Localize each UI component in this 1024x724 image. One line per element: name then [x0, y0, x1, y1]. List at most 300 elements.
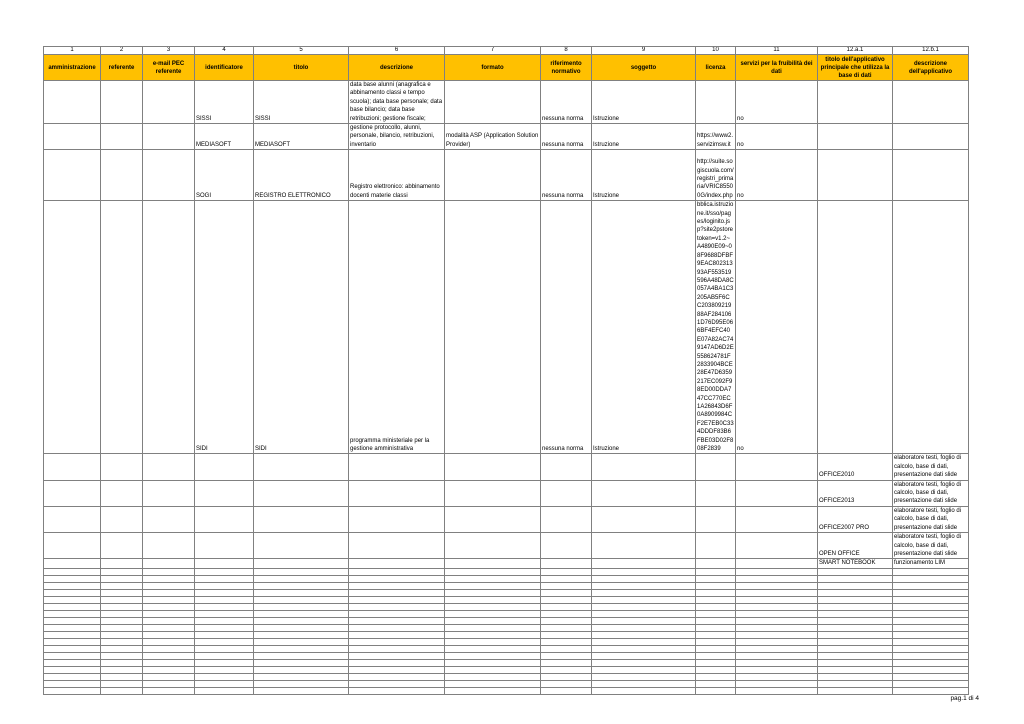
empty-cell	[44, 673, 101, 680]
empty-cell	[736, 652, 818, 659]
table-cell	[445, 480, 541, 506]
empty-row	[44, 610, 969, 617]
table-cell	[445, 150, 541, 201]
table-cell	[893, 81, 969, 124]
table-cell	[44, 124, 101, 150]
empty-cell	[195, 645, 254, 652]
empty-cell	[44, 575, 101, 582]
empty-cell	[736, 687, 818, 694]
empty-cell	[101, 589, 143, 596]
empty-row	[44, 666, 969, 673]
table-cell	[195, 506, 254, 532]
empty-cell	[818, 631, 893, 638]
empty-cell	[349, 582, 445, 589]
empty-cell	[143, 575, 195, 582]
empty-row	[44, 687, 969, 694]
header-titolo: titolo	[254, 55, 349, 81]
table-cell	[143, 81, 195, 124]
table-cell: nessuna norma	[541, 81, 592, 124]
table-cell: SISSI	[254, 81, 349, 124]
empty-cell	[445, 568, 541, 575]
empty-cell	[101, 631, 143, 638]
empty-cell	[349, 652, 445, 659]
table-cell: modalità ASP (Application Solution Provider)	[445, 124, 541, 150]
table-cell: no	[736, 124, 818, 150]
table-cell	[143, 506, 195, 532]
column-number-row	[44, 47, 969, 55]
empty-cell	[736, 666, 818, 673]
table-cell	[445, 506, 541, 532]
table-cell	[893, 124, 969, 150]
empty-cell	[349, 603, 445, 610]
empty-cell	[893, 617, 969, 624]
empty-cell	[101, 652, 143, 659]
empty-cell	[592, 582, 696, 589]
column-number: 10	[696, 47, 736, 55]
table-row	[44, 559, 969, 568]
header-email-pec: e-mail PEC referente	[143, 55, 195, 81]
empty-cell	[445, 652, 541, 659]
table-cell	[696, 506, 736, 532]
empty-cell	[445, 582, 541, 589]
header-soggetto: soggetto	[592, 55, 696, 81]
empty-cell	[44, 596, 101, 603]
empty-cell	[696, 680, 736, 687]
empty-cell	[254, 582, 349, 589]
empty-cell	[592, 575, 696, 582]
empty-cell	[445, 687, 541, 694]
empty-cell	[736, 638, 818, 645]
empty-cell	[541, 617, 592, 624]
empty-cell	[818, 610, 893, 617]
empty-cell	[195, 596, 254, 603]
table-cell	[254, 559, 349, 568]
column-number: 8	[541, 47, 592, 55]
header-identificatore: identificatore	[195, 55, 254, 81]
empty-cell	[195, 687, 254, 694]
table-cell	[818, 150, 893, 201]
table-cell: Registro elettronico: abbinamento docenti materie classi	[349, 150, 445, 201]
empty-cell	[592, 589, 696, 596]
table-cell: Istruzione	[592, 150, 696, 201]
empty-cell	[254, 575, 349, 582]
empty-cell	[44, 631, 101, 638]
table-cell	[818, 81, 893, 124]
empty-row	[44, 673, 969, 680]
table-cell	[445, 81, 541, 124]
empty-cell	[541, 687, 592, 694]
empty-cell	[445, 575, 541, 582]
empty-cell	[541, 589, 592, 596]
table-cell	[445, 559, 541, 568]
empty-cell	[893, 659, 969, 666]
empty-cell	[696, 624, 736, 631]
empty-cell	[592, 638, 696, 645]
empty-cell	[736, 575, 818, 582]
empty-cell	[44, 666, 101, 673]
empty-cell	[736, 610, 818, 617]
empty-cell	[101, 617, 143, 624]
table-cell	[349, 533, 445, 559]
table-cell: MEDIASOFT	[195, 124, 254, 150]
table-cell: http://suite.sogiscuola.com/registri_primaria/VRIC85500G/index.php	[696, 150, 736, 201]
empty-cell	[195, 582, 254, 589]
table-cell: nessuna norma	[541, 150, 592, 201]
empty-cell	[592, 617, 696, 624]
empty-cell	[696, 631, 736, 638]
table-cell: funzionamento LIM	[893, 559, 969, 568]
empty-cell	[195, 603, 254, 610]
table-cell: SIDI	[254, 201, 349, 454]
empty-cell	[893, 638, 969, 645]
empty-cell	[592, 624, 696, 631]
empty-cell	[349, 617, 445, 624]
empty-cell	[541, 645, 592, 652]
table-cell	[893, 201, 969, 454]
empty-cell	[349, 575, 445, 582]
empty-row	[44, 680, 969, 687]
empty-cell	[254, 568, 349, 575]
empty-cell	[736, 617, 818, 624]
table-cell	[592, 506, 696, 532]
empty-cell	[254, 589, 349, 596]
empty-cell	[101, 645, 143, 652]
empty-cell	[44, 603, 101, 610]
table-row	[44, 454, 969, 480]
column-number: 4	[195, 47, 254, 55]
empty-cell	[101, 659, 143, 666]
table-cell	[696, 559, 736, 568]
empty-cell	[445, 624, 541, 631]
table-cell	[696, 454, 736, 480]
table-cell	[349, 559, 445, 568]
empty-cell	[254, 610, 349, 617]
empty-cell	[736, 673, 818, 680]
table-cell	[736, 533, 818, 559]
empty-cell	[143, 617, 195, 624]
empty-cell	[818, 568, 893, 575]
table-cell	[736, 506, 818, 532]
table-row	[44, 480, 969, 506]
table-cell: bblica.istruzione.it/sso/pages/loginito.jsp?site2pstoretoken=v1.2~A4890E09~08F9688DFBF9EAC80231393AF553519596A48DA8C057A4BA1C3205AB5F6CC20380921988AF2841061D76D95E066BF4EFC40E07A82AC749147AD6D2E558624781F2833904BCE28E47D6359217EC092F98ED00DDA747CC770EC1A26843D6F0A8909984CF2E7EB0C334DDDF83B6FBE03D02F808F2839	[697, 202, 734, 453]
empty-cell	[101, 575, 143, 582]
empty-cell	[349, 568, 445, 575]
empty-cell	[736, 596, 818, 603]
empty-cell	[349, 624, 445, 631]
empty-cell	[101, 638, 143, 645]
table-cell: SMART NOTEBOOK	[818, 559, 893, 568]
table-row	[44, 81, 969, 124]
empty-cell	[592, 568, 696, 575]
empty-cell	[254, 673, 349, 680]
empty-cell	[195, 638, 254, 645]
table-cell	[101, 124, 143, 150]
table-cell	[143, 454, 195, 480]
empty-cell	[893, 603, 969, 610]
empty-cell	[696, 568, 736, 575]
table-cell: programma ministeriale per la gestione amministrativa	[349, 201, 445, 454]
empty-cell	[445, 603, 541, 610]
empty-cell	[893, 624, 969, 631]
empty-cell	[541, 568, 592, 575]
table-cell	[101, 201, 143, 454]
empty-cell	[195, 610, 254, 617]
table-cell: OPEN OFFICE	[818, 533, 893, 559]
column-number: 2	[101, 47, 143, 55]
empty-cell	[349, 673, 445, 680]
empty-cell	[254, 603, 349, 610]
empty-cell	[254, 659, 349, 666]
empty-cell	[592, 652, 696, 659]
empty-cell	[893, 582, 969, 589]
empty-row	[44, 638, 969, 645]
empty-cell	[101, 680, 143, 687]
empty-cell	[143, 624, 195, 631]
empty-cell	[818, 680, 893, 687]
empty-cell	[195, 666, 254, 673]
empty-cell	[195, 659, 254, 666]
empty-cell	[349, 638, 445, 645]
empty-row	[44, 652, 969, 659]
empty-cell	[818, 645, 893, 652]
empty-cell	[541, 652, 592, 659]
empty-cell	[541, 659, 592, 666]
empty-cell	[254, 687, 349, 694]
empty-cell	[696, 652, 736, 659]
table-cell	[254, 533, 349, 559]
empty-cell	[349, 610, 445, 617]
empty-cell	[818, 638, 893, 645]
empty-cell	[254, 624, 349, 631]
empty-row	[44, 645, 969, 652]
empty-cell	[592, 631, 696, 638]
empty-cell	[143, 582, 195, 589]
table-cell: SOGI	[195, 150, 254, 201]
empty-cell	[143, 596, 195, 603]
empty-cell	[254, 645, 349, 652]
empty-cell	[818, 582, 893, 589]
empty-cell	[736, 582, 818, 589]
table-cell	[592, 559, 696, 568]
empty-cell	[541, 631, 592, 638]
empty-cell	[592, 680, 696, 687]
empty-cell	[195, 631, 254, 638]
table-cell: Istruzione	[592, 124, 696, 150]
table-cell: SISSI	[195, 81, 254, 124]
empty-cell	[44, 652, 101, 659]
table-cell	[143, 480, 195, 506]
empty-cell	[195, 617, 254, 624]
table-cell	[101, 150, 143, 201]
column-number: 11	[736, 47, 818, 55]
empty-cell	[541, 638, 592, 645]
empty-cell	[254, 617, 349, 624]
empty-cell	[445, 659, 541, 666]
table-cell	[736, 480, 818, 506]
empty-cell	[893, 687, 969, 694]
column-number: 12.b.1	[893, 47, 969, 55]
data-table	[43, 46, 969, 695]
empty-cell	[696, 645, 736, 652]
header-amministrazione: amministrazione	[44, 55, 101, 81]
table-cell	[254, 506, 349, 532]
empty-cell	[143, 645, 195, 652]
column-number: 12.a.1	[818, 47, 893, 55]
table-cell	[101, 480, 143, 506]
empty-cell	[143, 589, 195, 596]
empty-cell	[349, 659, 445, 666]
empty-cell	[893, 631, 969, 638]
empty-cell	[44, 659, 101, 666]
empty-cell	[349, 687, 445, 694]
empty-cell	[893, 645, 969, 652]
empty-cell	[818, 673, 893, 680]
page-number: pag.1 di 4	[950, 695, 979, 702]
table-cell: REGISTRO ELETTRONICO	[254, 150, 349, 201]
empty-cell	[736, 645, 818, 652]
empty-cell	[254, 631, 349, 638]
table-cell	[696, 480, 736, 506]
header-referente: referente	[101, 55, 143, 81]
table-cell	[254, 480, 349, 506]
column-number: 5	[254, 47, 349, 55]
table-cell	[44, 559, 101, 568]
empty-cell	[818, 603, 893, 610]
table-cell	[592, 454, 696, 480]
table-cell: elaboratore testi, foglio di calcolo, base di dati, presentazione dati slide	[893, 506, 969, 532]
empty-cell	[143, 659, 195, 666]
empty-cell	[592, 666, 696, 673]
empty-cell	[592, 659, 696, 666]
table-cell	[143, 124, 195, 150]
empty-cell	[736, 568, 818, 575]
empty-cell	[893, 673, 969, 680]
table-cell	[44, 81, 101, 124]
table-cell	[101, 506, 143, 532]
empty-cell	[101, 673, 143, 680]
empty-cell	[44, 645, 101, 652]
empty-cell	[445, 680, 541, 687]
empty-cell	[445, 617, 541, 624]
empty-cell	[44, 589, 101, 596]
empty-cell	[143, 631, 195, 638]
empty-cell	[736, 624, 818, 631]
empty-cell	[44, 624, 101, 631]
table-cell: no	[736, 81, 818, 124]
empty-cell	[44, 610, 101, 617]
empty-cell	[696, 638, 736, 645]
column-number: 3	[143, 47, 195, 55]
header-row	[44, 55, 969, 81]
table-cell	[44, 480, 101, 506]
empty-cell	[818, 666, 893, 673]
empty-cell	[101, 596, 143, 603]
header-riferimento-normativo: riferimento normativo	[541, 55, 592, 81]
table-cell	[445, 201, 541, 454]
table-cell	[44, 201, 101, 454]
table-cell: elaboratore testi, foglio di calcolo, base di dati, presentazione dati slide	[893, 533, 969, 559]
empty-cell	[44, 617, 101, 624]
empty-cell	[101, 624, 143, 631]
empty-cell	[818, 617, 893, 624]
empty-cell	[696, 617, 736, 624]
empty-cell	[101, 582, 143, 589]
column-number: 6	[349, 47, 445, 55]
empty-cell	[893, 596, 969, 603]
empty-cell	[195, 624, 254, 631]
empty-cell	[101, 610, 143, 617]
empty-cell	[349, 680, 445, 687]
table-row	[44, 533, 969, 559]
table-cell	[736, 454, 818, 480]
empty-cell	[101, 568, 143, 575]
table-cell	[541, 559, 592, 568]
table-cell: elaboratore testi, foglio di calcolo, base di dati, presentazione dati slide	[893, 480, 969, 506]
empty-cell	[736, 680, 818, 687]
empty-cell	[818, 596, 893, 603]
header-descrizione-applicativo: descrizione dell'applicativo	[893, 55, 969, 81]
empty-cell	[893, 575, 969, 582]
empty-cell	[195, 680, 254, 687]
table-cell: Istruzione	[592, 201, 696, 454]
empty-cell	[696, 582, 736, 589]
table-cell	[254, 454, 349, 480]
empty-cell	[101, 603, 143, 610]
empty-cell	[696, 659, 736, 666]
empty-cell	[445, 596, 541, 603]
empty-cell	[195, 568, 254, 575]
table-cell	[101, 533, 143, 559]
empty-cell	[541, 680, 592, 687]
header-formato: formato	[445, 55, 541, 81]
empty-cell	[893, 680, 969, 687]
table-row	[44, 506, 969, 532]
table-cell	[818, 124, 893, 150]
empty-cell	[696, 596, 736, 603]
table-cell: no	[736, 201, 818, 454]
empty-cell	[101, 666, 143, 673]
table-cell	[44, 533, 101, 559]
table-row	[44, 201, 969, 454]
empty-cell	[818, 589, 893, 596]
empty-cell	[143, 687, 195, 694]
empty-cell	[349, 645, 445, 652]
table-cell: no	[736, 150, 818, 201]
table-cell	[736, 559, 818, 568]
empty-cell	[818, 575, 893, 582]
empty-cell	[445, 610, 541, 617]
empty-cell	[736, 631, 818, 638]
empty-row	[44, 617, 969, 624]
table-cell: OFFICE2007 PRO	[818, 506, 893, 532]
table-cell	[696, 533, 736, 559]
table-cell	[44, 454, 101, 480]
empty-row	[44, 596, 969, 603]
table-cell	[44, 150, 101, 201]
table-cell	[143, 150, 195, 201]
empty-cell	[818, 624, 893, 631]
table-cell	[143, 559, 195, 568]
table-cell: gestione protocollo, alunni, personale, bilancio, retribuzioni, inventario	[349, 124, 445, 150]
empty-cell	[254, 666, 349, 673]
table-cell	[541, 533, 592, 559]
empty-cell	[445, 631, 541, 638]
empty-cell	[44, 568, 101, 575]
empty-cell	[195, 575, 254, 582]
empty-cell	[592, 645, 696, 652]
table-cell	[349, 454, 445, 480]
table-cell	[143, 533, 195, 559]
